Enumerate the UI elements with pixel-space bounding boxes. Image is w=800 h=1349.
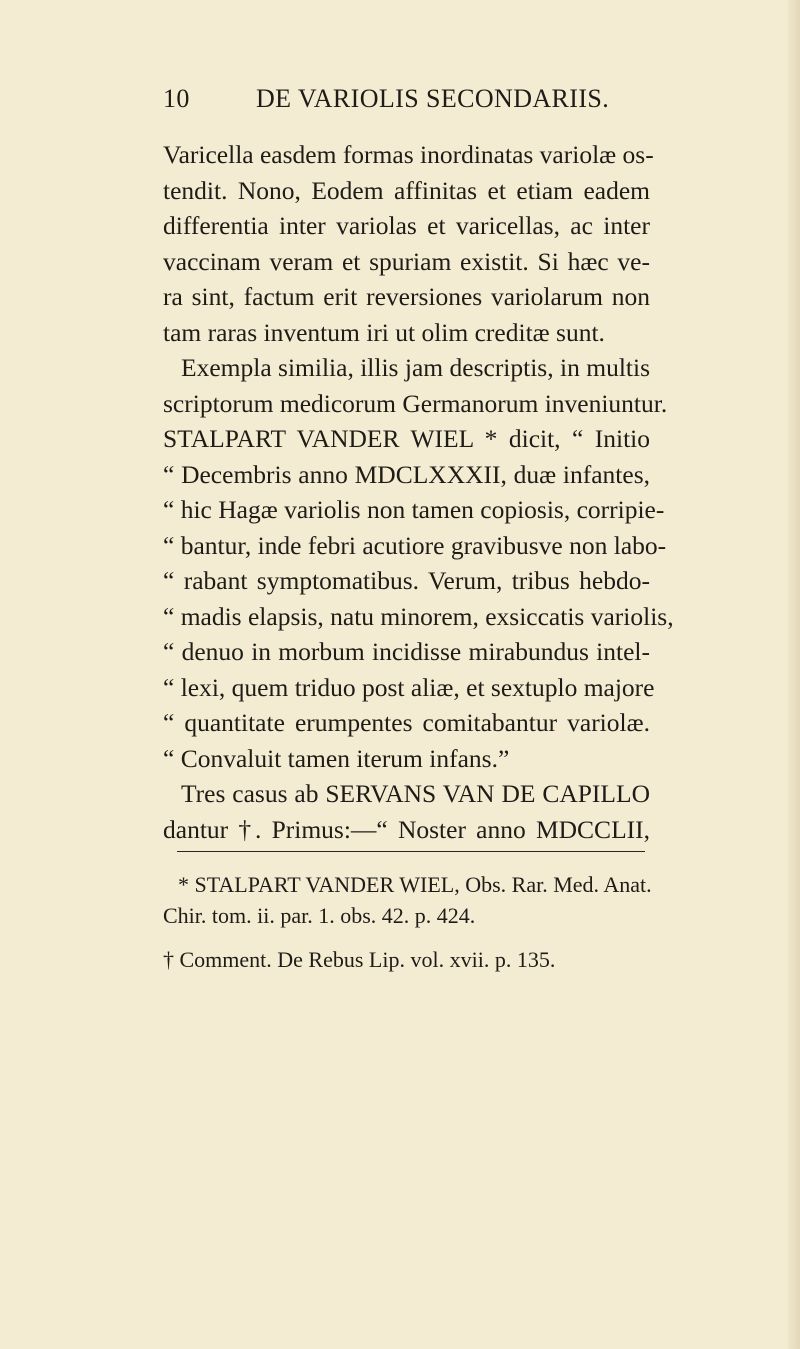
footnote-line: * STALPART VANDER WIEL, Obs. Rar. Med. Anat. [178,872,652,897]
text-line: “ quantitate erumpentes comitabantur variolæ. [163,708,650,737]
page-edge [788,0,800,1349]
text-line: dantur †. Primus:—“ Noster anno MDCCLII, [163,814,650,844]
running-header [163,84,653,116]
text-line: tam raras inventum iri ut olim creditæ sunt. [163,317,605,347]
text-line: Varicella easdem formas inordinatas variolæ os- [163,140,654,169]
text-line: vaccinam veram et spuriam existit. Si hæc ve- [163,246,650,276]
text-line: “ hic Hagæ variolis non tamen copiosis, corripie- [163,495,665,524]
running-title: DE VARIOLIS SECONDARIIS. [256,84,610,113]
text-line: “ Decembris anno MDCLXXXII, duæ infantes, [163,459,650,489]
text-line: Tres casus ab SERVANS VAN DE CAPILLO [181,779,650,808]
page-number: 10 [163,84,190,113]
text-line: “ madis elapsis, natu minorem, exsiccatis variolis, [163,601,674,631]
text-line: differentia inter variolas et varicellas, ac inter [163,211,650,240]
text-line: scriptorum medicorum Germanorum inveniuntur. [163,388,668,418]
text-line: Exempla similia, illis jam descriptis, in multis [181,353,650,382]
text-line: “ denuo in morbum incidisse mirabundus intel- [163,637,650,666]
footnote-line: Chir. tom. ii. par. 1. obs. 42. p. 424. [163,903,476,928]
text-line: tendit. Nono, Eodem affinitas et etiam eadem [163,175,650,205]
text-line: ra sint, factum erit reversiones variolarum non [163,282,650,311]
footnote-divider [177,851,645,852]
text-line: “ bantur, inde febri acutiore gravibusve non labo- [163,530,667,560]
text-line: “ Convaluit tamen iterum infans.” [163,743,510,773]
text-line: “ lexi, quem triduo post aliæ, et sextuplo majore [163,672,655,702]
text-line: “ rabant symptomatibus. Verum, tribus hebdo- [163,566,650,595]
footnotes [163,869,658,975]
text-line: STALPART VANDER WIEL * dicit, “ Initio [163,424,650,453]
footnote-line: † Comment. De Rebus Lip. vol. xvii. p. 135. [163,947,556,972]
body-text [163,137,674,847]
